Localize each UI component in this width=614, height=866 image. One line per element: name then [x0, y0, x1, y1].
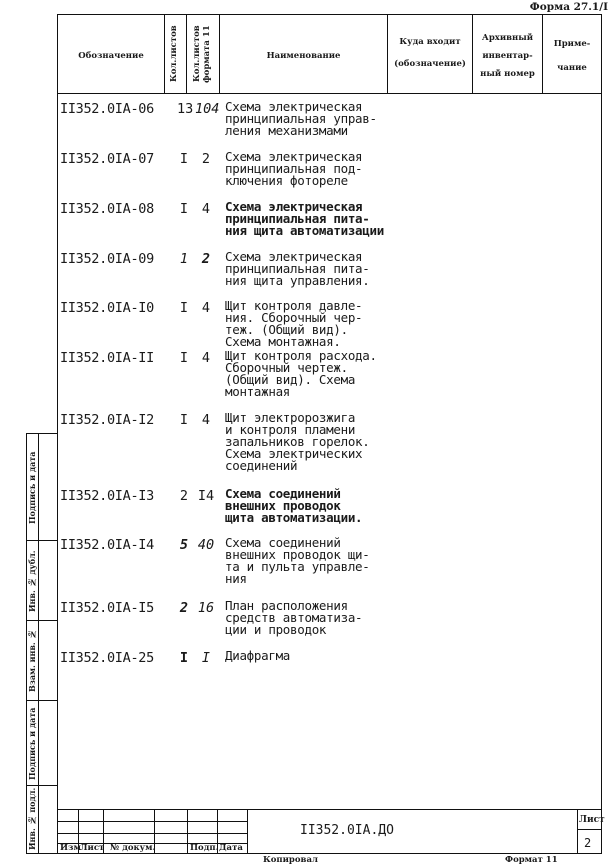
row-name: Схема электрическая принципиальная управ- ления механизмами: [225, 99, 377, 138]
row-sheets: 1: [179, 251, 189, 267]
sheet-number: 2: [584, 836, 592, 850]
row-code: II352.0IA-06: [60, 101, 154, 117]
title-block-col-6: [247, 809, 248, 854]
col-date-label: Дата: [219, 843, 243, 853]
row-format-sheets: 4: [201, 350, 211, 366]
side-label-inv-dup: Инв. № дубл.: [27, 550, 37, 612]
side-label-replace-inv: Взам. инв. №: [27, 629, 37, 693]
side-label-sign-date-1: Подпись и дата: [27, 451, 37, 524]
row-code: II352.0IA-I4: [60, 537, 154, 553]
header-note-1: Приме-: [553, 39, 591, 49]
frame-top-line: [57, 14, 602, 15]
header-sheets-count: Кол.листов: [169, 25, 179, 83]
side-strip-bottom: [26, 853, 57, 854]
row-name: Схема соединений внешних проводок щита автоматизации.: [225, 486, 363, 525]
row-code: II352.0IA-08: [60, 201, 154, 217]
row-code: II352.0IA-09: [60, 251, 154, 267]
row-format-sheets: 4: [201, 412, 211, 428]
header-included-2: (обозначение): [394, 59, 466, 69]
row-code: II352.0IA-I2: [60, 412, 154, 428]
row-sheets: 5: [179, 537, 189, 553]
col-list-label: Лист: [80, 843, 105, 853]
side-label-inv-orig: Инв. № подл.: [27, 787, 37, 850]
header-note-2: чание: [557, 63, 587, 73]
col-sign-label: Подп.: [190, 843, 219, 853]
frame-left-line: [57, 14, 58, 854]
row-name: Схема электрическая принципиальная пита- ния щита управления.: [225, 249, 370, 288]
side-strip-sep-2: [26, 620, 57, 621]
row-format-sheets: 104: [195, 101, 220, 117]
side-strip-top: [26, 433, 57, 434]
row-name: План расположения средств автоматиза- ции и проводок: [225, 598, 363, 637]
row-sheets: 13: [177, 101, 194, 117]
row-name: Схема электрическая принципиальная пита- ния щита автоматизации: [225, 199, 384, 238]
row-sheets: I: [179, 412, 189, 428]
row-format-sheets: I: [201, 650, 211, 666]
row-sheets: I: [179, 151, 189, 167]
row-format-sheets: 2: [201, 151, 211, 167]
header-archive-3: ный номер: [480, 69, 535, 79]
row-code: II352.0IA-I0: [60, 300, 154, 316]
col-line-6: [542, 14, 543, 93]
row-format-sheets: 16: [197, 600, 215, 616]
frame-right-line: [601, 14, 602, 854]
header-included-1: Куда входит: [399, 37, 461, 47]
header-archive-1: Архивный: [481, 33, 534, 43]
doc-code: II352.0IA.ДО: [300, 823, 394, 838]
row-sheets: I: [179, 350, 189, 366]
row-sheets: I: [179, 650, 189, 666]
row-format-sheets: 4: [201, 201, 211, 217]
col-line-4: [387, 14, 388, 93]
header-format-sheets: Кол.листов формата 11: [192, 25, 212, 83]
side-strip-sep-3: [26, 700, 57, 701]
row-name: Щит контроля расхода. Сборочный чертеж. (Общий вид). Схема монтажная: [225, 348, 377, 399]
form-label: Форма 27.1/Ι: [529, 1, 608, 13]
col-line-1: [164, 14, 165, 93]
col-doc-label: № докум.: [110, 843, 156, 853]
row-sheets: 2: [179, 488, 189, 504]
frame-bottom-line: [57, 853, 602, 854]
side-strip-line-b: [38, 433, 39, 854]
row-name: Схема соединений внешних проводок щи- та и пульта управле- ния: [225, 535, 370, 586]
sheet-label: Лист: [579, 815, 605, 825]
side-strip-sep-4: [26, 785, 57, 786]
side-label-sign-date-2: Подпись и дата: [27, 707, 37, 781]
col-izm-label: Изм: [60, 843, 81, 853]
title-block-col-7: [577, 809, 578, 854]
side-strip-sep-1: [26, 540, 57, 541]
title-block-row-2: [57, 833, 247, 834]
title-block-col-4: [187, 809, 188, 854]
row-format-sheets: 2: [201, 251, 211, 267]
title-block-top: [57, 809, 602, 810]
format-label: Формат 11: [505, 855, 558, 865]
copied-label: Копировал: [263, 855, 318, 865]
row-code: II352.0IA-25: [60, 650, 154, 666]
header-designation: Обозначение: [78, 51, 144, 61]
col-line-2: [186, 14, 187, 93]
row-name: Диафрагма: [225, 648, 291, 663]
row-sheets: 2: [179, 600, 189, 616]
row-name: Щит контроля давле- ния. Сборочный чер- теж. (Общий вид). Схема монтажная.: [225, 298, 363, 349]
row-code: II352.0IA-I5: [60, 600, 154, 616]
row-format-sheets: 40: [197, 537, 215, 553]
header-archive-2: инвентар-: [482, 51, 533, 61]
row-format-sheets: I4: [197, 488, 215, 504]
row-sheets: I: [179, 300, 189, 316]
row-sheets: I: [179, 201, 189, 217]
row-code: II352.0IA-07: [60, 151, 154, 167]
title-block-row-1: [57, 821, 247, 822]
row-name: Схема электрическая принципиальная под- ключения фотореле: [225, 149, 363, 188]
row-name: Щит электророзжига и контроля пламени запальников горелок. Схема электрических соединений: [225, 410, 370, 473]
row-format-sheets: 4: [201, 300, 211, 316]
title-block-sheet-sep: [577, 829, 602, 830]
row-code: II352.0IA-II: [60, 350, 154, 366]
header-name: Наименование: [266, 51, 341, 61]
row-code: II352.0IA-I3: [60, 488, 154, 504]
header-bottom-line: [57, 93, 602, 94]
